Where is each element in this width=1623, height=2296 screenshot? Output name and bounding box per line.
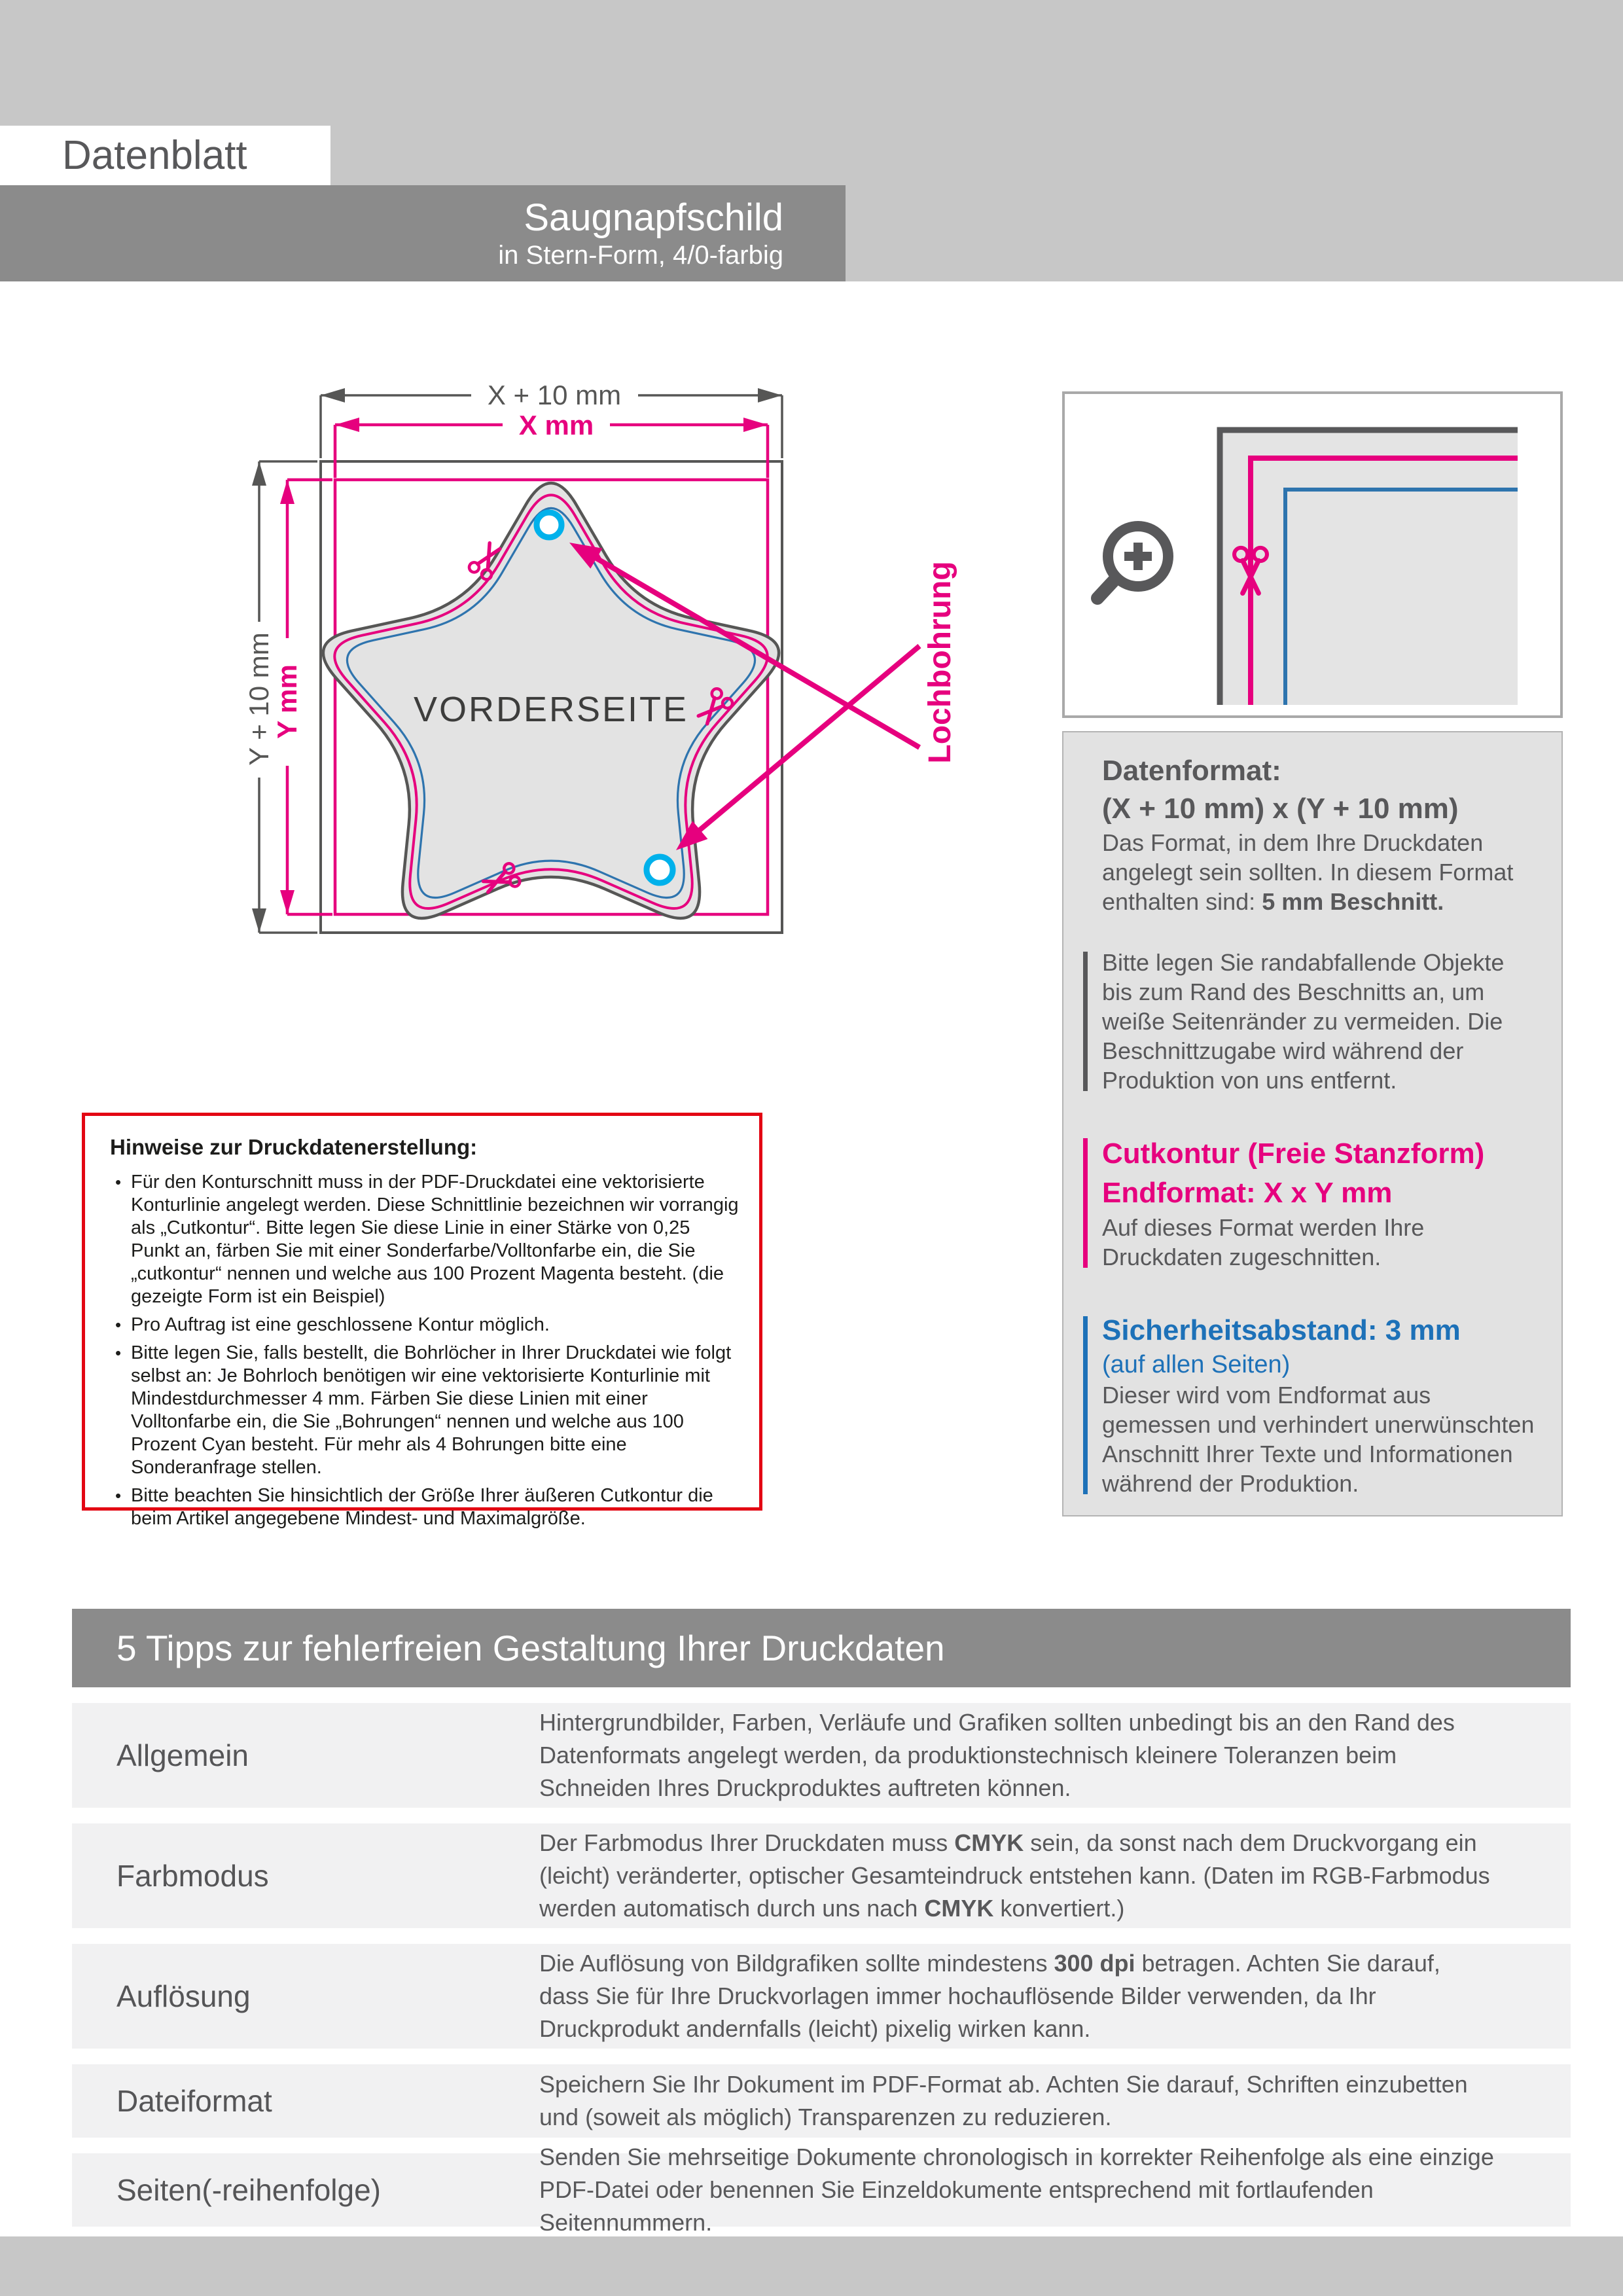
tip-text: Hintergrundbilder, Farben, Verläufe und Grafiken sollten unbedingt bis an den Rand des Datenformats angelegt werden, da produktionstechnisch kleinere Toleranzen beim Schneiden Ihres Druckproduktes auftreten können. — [539, 1709, 1455, 1801]
tip-label: Dateiformat — [116, 2084, 272, 2118]
dataformat-text: Das Format, in dem Ihre Druckdaten angelegt sein sollten. In diesem Format enthalten sind: 5 mm Beschnitt. — [1102, 829, 1514, 915]
safety-subtitle: (auf allen Seiten) — [1102, 1351, 1291, 1378]
table-row — [72, 1703, 1571, 1808]
hints-title: Hinweise zur Druckdatenerstellung: — [110, 1135, 478, 1159]
corner-detail-graphic — [1065, 394, 1560, 715]
tips-table — [72, 1703, 1571, 2242]
tip-label: Allgemein — [116, 1738, 249, 1772]
dataformat-title: Datenformat: — [1102, 755, 1281, 787]
dim-y-inner-label: Y mm — [272, 664, 302, 739]
section-bar — [1083, 952, 1088, 1091]
tip-label: Farbmodus — [116, 1859, 269, 1893]
table-row — [72, 1823, 1571, 1928]
section-bar — [1083, 1316, 1088, 1494]
front-side-label: VORDERSEITE — [413, 690, 689, 729]
hints-item: • Bitte beachten Sie hinsichtlich der Größe Ihrer äußeren Cutkontur die beim Artikel angegebene Mindest- und Maximalgröße. — [110, 1484, 740, 1530]
dim-x-outer-label: X + 10 mm — [487, 380, 622, 410]
product-subtitle: in Stern-Form, 4/0-farbig — [498, 240, 783, 270]
detail-bleed-area — [1220, 430, 1518, 705]
table-row — [72, 1944, 1571, 2049]
cutkontur-section — [1102, 1134, 1537, 1272]
hints-item: • Pro Auftrag ist eine geschlossene Kontur möglich. — [110, 1314, 740, 1336]
cutkontur-title: Cutkontur (Freie Stanzform) — [1102, 1138, 1485, 1170]
dim-x-inner-label: X mm — [518, 410, 594, 440]
bleed-note-section — [1102, 948, 1537, 1095]
table-row — [72, 2064, 1571, 2138]
zoom-detail-panel — [1062, 391, 1563, 718]
tip-text: Der Farbmodus Ihrer Druckdaten muss CMYK sein, da sonst nach dem Druckvorgang ein (leicht) veränderter, optischer Gesamteindruck entstehen kann. (Daten im RGB-Farbmodus werden automatisch durch uns nach CMYK konvertiert.) — [539, 1829, 1490, 1922]
tip-text: Senden Sie mehrseitige Dokumente chronologisch in korrekter Reihenfolge als eine einzige PDF-Datei oder benennen Sie Einzeldokumente entsprechend mit fortlaufenden Seitennummern. — [539, 2144, 1494, 2236]
safety-section — [1102, 1312, 1537, 1498]
hints-item: • Für den Konturschnitt muss in der PDF-Druckdatei eine vektorisierte Konturlinie angelegt werden. Diese Schnittlinie bezeichnen wir vorrangig als „Cutkontur“. Bitte legen Sie diese Linie in einer Stärke von 0,25 Punkt an, färben Sie mit einer Sonderfarbe/Volltonfarbe ein, die Sie „cutkontur“ nennen und welche aus 100 Prozent Magenta besteht. (die gezeigte Form ist ein Beispiel) — [110, 1171, 740, 1308]
page-title: Datenblatt — [62, 133, 247, 178]
product-title: Saugnapfschild — [524, 196, 783, 239]
dataformat-formula: (X + 10 mm) x (Y + 10 mm) — [1102, 793, 1459, 825]
dim-y-outer-label: Y + 10 mm — [243, 632, 274, 766]
format-info-box — [1062, 731, 1563, 1516]
table-row — [72, 2144, 1571, 2236]
tips-banner — [72, 1609, 1571, 1687]
tip-text: Speichern Sie Ihr Dokument im PDF-Format ab. Achten Sie darauf, Schriften einzubetten und (soweit als möglich) Transparenzen zu reduzieren. — [539, 2071, 1468, 2130]
tip-label: Seiten(-reihenfolge) — [116, 2173, 382, 2207]
safety-text: Dieser wird vom Endformat aus gemessen und verhindert unerwünschten Anschnitt Ihrer Texte und Informationen während der Produktion. — [1102, 1382, 1535, 1497]
drill-hole-top — [537, 512, 562, 537]
section-bar — [1083, 1138, 1088, 1268]
footer-band — [0, 2236, 1623, 2296]
safety-title: Sicherheitsabstand: 3 mm — [1102, 1314, 1461, 1346]
magnifier-icon — [1097, 526, 1168, 598]
cutkontur-text: Auf dieses Format werden Ihre Druckdaten zugeschnitten. — [1102, 1214, 1425, 1270]
product-title-bar — [0, 185, 846, 281]
bleed-note-text: Bitte legen Sie randabfallende Objekte bis zum Rand des Beschnitts an, um weiße Seitenränder zu vermeiden. Die Beschnittzugabe wird während der Produktion von uns entfernt. — [1102, 949, 1505, 1094]
hints-box — [82, 1113, 762, 1529]
tips-banner-text: 5 Tipps zur fehlerfreien Gestaltung Ihrer Druckdaten — [116, 1628, 945, 1668]
drill-hole-bottom — [647, 857, 673, 883]
hints-item: • Bitte legen Sie, falls bestellt, die Bohrlöcher in Ihrer Druckdatei wie folgt selbst an: Je Bohrloch benötigen wir eine vektorisierte Konturlinie mit Mindestdurchmesser 4 mm. Färben Sie diese Linien mit einer Volltonfarbe ein, die Sie „Bohrungen“ nennen und welche aus 100 Prozent Cyan besteht. Für mehr als 4 Bohrungen bitte eine Sonderanfrage stellen. — [110, 1342, 740, 1479]
cutkontur-title2: Endformat: X x Y mm — [1102, 1177, 1393, 1209]
tip-text: Die Auflösung von Bildgrafiken sollte mindestens 300 dpi betragen. Achten Sie darauf, dass Sie für Ihre Druckvorlagen immer hochauflösende Bilder verwenden, da Ihr Druckprodukt andernfalls (leicht) pixelig wirken kann. — [539, 1950, 1440, 2042]
page-title-box — [0, 126, 330, 185]
hints-list — [110, 1171, 740, 1530]
hole-callout-label: Lochbohrung — [923, 561, 957, 764]
tip-label: Auflösung — [116, 1979, 251, 2013]
dataformat-section — [1102, 752, 1537, 916]
star-diagram — [216, 360, 988, 936]
